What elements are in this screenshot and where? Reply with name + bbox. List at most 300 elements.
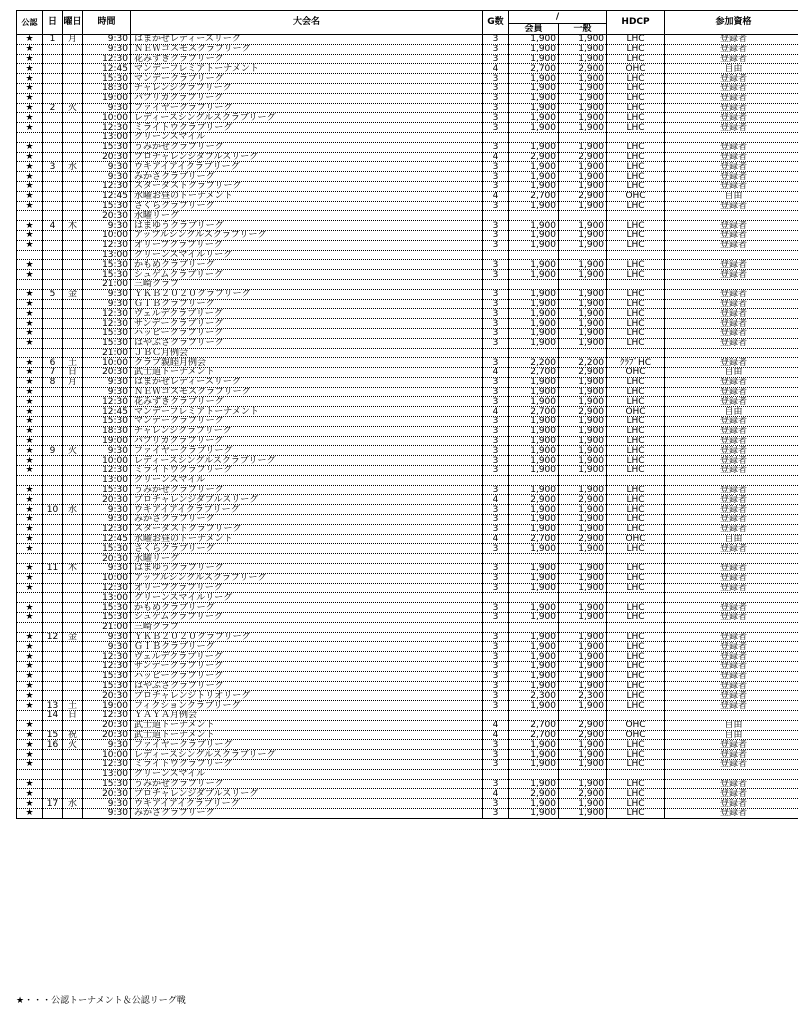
- day-cell: [43, 691, 63, 701]
- games-cell: [483, 475, 509, 485]
- weekday-cell: [63, 613, 83, 623]
- general-fee-cell: 1,900: [559, 662, 607, 672]
- hdcp-cell: LHC: [607, 289, 665, 299]
- general-fee-cell: [559, 622, 607, 632]
- day-cell: [43, 534, 63, 544]
- games-cell: 3: [483, 44, 509, 54]
- general-fee-cell: 1,900: [559, 387, 607, 397]
- general-fee-cell: 1,900: [559, 103, 607, 113]
- star-mark: ★: [17, 456, 43, 466]
- tournament-name-cell: グリーンスマイル: [131, 132, 483, 142]
- star-mark: ★: [17, 573, 43, 583]
- weekday-cell: [63, 279, 83, 289]
- star-mark: ★: [17, 485, 43, 495]
- weekday-cell: [63, 387, 83, 397]
- time-cell: 13:00: [83, 250, 131, 260]
- games-cell: 3: [483, 436, 509, 446]
- time-cell: 9:30: [83, 377, 131, 387]
- weekday-cell: 土: [63, 358, 83, 368]
- games-cell: 4: [483, 495, 509, 505]
- weekday-cell: 日: [63, 710, 83, 720]
- hdcp-cell: LHC: [607, 466, 665, 476]
- table-row: [17, 348, 798, 358]
- tournament-name-cell: ＹＫＢ２０２０クラブリーグ: [131, 632, 483, 642]
- tournament-name-cell: アップルシングルスクラブリーグ: [131, 573, 483, 583]
- table-row: [17, 387, 798, 397]
- hdcp-cell: LHC: [607, 54, 665, 64]
- member-fee-cell: [509, 348, 559, 358]
- star-mark: ★: [17, 377, 43, 387]
- tournament-name-cell: ＧＩＢクラブリーグ: [131, 299, 483, 309]
- member-fee-cell: 2,300: [509, 691, 559, 701]
- qualification-cell: [665, 622, 798, 632]
- tournament-name-cell: はまゆうクラブリーグ: [131, 221, 483, 231]
- star-mark: ★: [17, 603, 43, 613]
- games-cell: [483, 211, 509, 221]
- weekday-cell: [63, 250, 83, 260]
- games-cell: 3: [483, 417, 509, 427]
- star-mark: ★: [17, 495, 43, 505]
- day-cell: [43, 387, 63, 397]
- star-mark: ★: [17, 221, 43, 231]
- table-row: [17, 83, 798, 93]
- games-cell: 3: [483, 603, 509, 613]
- weekday-cell: [63, 691, 83, 701]
- general-fee-cell: 1,900: [559, 779, 607, 789]
- qualification-cell: 登録者: [665, 789, 798, 799]
- weekday-cell: [63, 54, 83, 64]
- time-cell: 12:45: [83, 191, 131, 201]
- tournament-name-cell: ＧＩＢクラブリーグ: [131, 642, 483, 652]
- tournament-name-cell: サンデークラブリーグ: [131, 319, 483, 329]
- star-mark: ★: [17, 113, 43, 123]
- qualification-cell: 登録者: [665, 377, 798, 387]
- general-fee-cell: 1,900: [559, 632, 607, 642]
- member-fee-cell: 1,900: [509, 573, 559, 583]
- qualification-cell: [665, 593, 798, 603]
- day-cell: 5: [43, 289, 63, 299]
- header-tournament-name: 大会名: [131, 11, 483, 35]
- star-mark: ★: [17, 319, 43, 329]
- time-cell: 20:30: [83, 368, 131, 378]
- qualification-cell: 登録者: [665, 123, 798, 133]
- games-cell: 3: [483, 759, 509, 769]
- time-cell: 15:30: [83, 338, 131, 348]
- weekday-cell: 月: [63, 35, 83, 45]
- day-cell: [43, 201, 63, 211]
- qualification-cell: 登録者: [665, 289, 798, 299]
- hdcp-cell: [607, 710, 665, 720]
- day-cell: [43, 613, 63, 623]
- games-cell: 3: [483, 338, 509, 348]
- weekday-cell: 水: [63, 162, 83, 172]
- member-fee-cell: 1,900: [509, 642, 559, 652]
- games-cell: 4: [483, 730, 509, 740]
- hdcp-cell: LHC: [607, 328, 665, 338]
- general-fee-cell: 2,900: [559, 64, 607, 74]
- member-fee-cell: 1,900: [509, 230, 559, 240]
- general-fee-cell: [559, 132, 607, 142]
- games-cell: 4: [483, 368, 509, 378]
- qualification-cell: 自由: [665, 720, 798, 730]
- time-cell: 9:30: [83, 103, 131, 113]
- hdcp-cell: [607, 593, 665, 603]
- general-fee-cell: 1,900: [559, 44, 607, 54]
- games-cell: 3: [483, 613, 509, 623]
- table-row: [17, 524, 798, 534]
- general-fee-cell: 1,900: [559, 221, 607, 231]
- weekday-cell: [63, 544, 83, 554]
- general-fee-cell: 1,900: [559, 740, 607, 750]
- time-cell: 21:00: [83, 348, 131, 358]
- tournament-name-cell: オリーブクラブリーグ: [131, 583, 483, 593]
- star-mark: ★: [17, 613, 43, 623]
- games-cell: 3: [483, 299, 509, 309]
- time-cell: 20:30: [83, 720, 131, 730]
- qualification-cell: 登録者: [665, 54, 798, 64]
- day-cell: [43, 74, 63, 84]
- star-mark: ★: [17, 740, 43, 750]
- table-row: [17, 632, 798, 642]
- table-row: [17, 710, 798, 720]
- tournament-name-cell: ＮＥＷコスモスクラブリーグ: [131, 44, 483, 54]
- table-row: [17, 515, 798, 525]
- table-row: [17, 181, 798, 191]
- weekday-cell: [63, 515, 83, 525]
- day-cell: 10: [43, 505, 63, 515]
- table-row: [17, 789, 798, 799]
- time-cell: 20:30: [83, 691, 131, 701]
- day-cell: [43, 436, 63, 446]
- time-cell: 15:30: [83, 603, 131, 613]
- qualification-cell: 登録者: [665, 103, 798, 113]
- table-row: [17, 74, 798, 84]
- general-fee-cell: 1,900: [559, 328, 607, 338]
- general-fee-cell: 1,900: [559, 230, 607, 240]
- hdcp-cell: LHC: [607, 201, 665, 211]
- tournament-name-cell: ミライトウクラブリーグ: [131, 759, 483, 769]
- member-fee-cell: 1,900: [509, 808, 559, 818]
- tournament-name-cell: グリーンスマイル: [131, 769, 483, 779]
- table-row: [17, 740, 798, 750]
- day-cell: [43, 240, 63, 250]
- table-row: [17, 103, 798, 113]
- games-cell: 3: [483, 35, 509, 45]
- star-mark: ★: [17, 142, 43, 152]
- time-cell: 20:30: [83, 789, 131, 799]
- weekday-cell: [63, 309, 83, 319]
- table-row: [17, 485, 798, 495]
- time-cell: 12:30: [83, 240, 131, 250]
- tournament-name-cell: グリーンスマイルリーグ: [131, 593, 483, 603]
- time-cell: 13:00: [83, 132, 131, 142]
- member-fee-cell: 2,700: [509, 407, 559, 417]
- time-cell: 15:30: [83, 681, 131, 691]
- weekday-cell: 火: [63, 446, 83, 456]
- general-fee-cell: 1,900: [559, 750, 607, 760]
- day-cell: [43, 456, 63, 466]
- qualification-cell: 登録者: [665, 436, 798, 446]
- time-cell: 12:30: [83, 123, 131, 133]
- games-cell: 3: [483, 642, 509, 652]
- table-row: [17, 436, 798, 446]
- time-cell: 10:00: [83, 230, 131, 240]
- tournament-name-cell: 水曜リーグ: [131, 554, 483, 564]
- star-mark: [17, 250, 43, 260]
- qualification-cell: 登録者: [665, 544, 798, 554]
- games-cell: 3: [483, 446, 509, 456]
- tournament-name-cell: 水曜リーグ: [131, 211, 483, 221]
- time-cell: 9:30: [83, 44, 131, 54]
- member-fee-cell: 1,900: [509, 319, 559, 329]
- weekday-cell: [63, 299, 83, 309]
- tournament-name-cell: マンデーフレミアトーナメント: [131, 64, 483, 74]
- weekday-cell: [63, 485, 83, 495]
- hdcp-cell: LHC: [607, 583, 665, 593]
- day-cell: 8: [43, 377, 63, 387]
- hdcp-cell: LHC: [607, 270, 665, 280]
- weekday-cell: [63, 573, 83, 583]
- time-cell: 10:00: [83, 358, 131, 368]
- star-mark: ★: [17, 779, 43, 789]
- weekday-cell: 木: [63, 564, 83, 574]
- star-mark: [17, 554, 43, 564]
- tournament-name-cell: ウキアイアイクラブリーグ: [131, 505, 483, 515]
- time-cell: 10:00: [83, 573, 131, 583]
- qualification-cell: 登録者: [665, 573, 798, 583]
- hdcp-cell: LHC: [607, 446, 665, 456]
- day-cell: 15: [43, 730, 63, 740]
- schedule-table: [16, 10, 798, 819]
- general-fee-cell: 1,900: [559, 603, 607, 613]
- tournament-name-cell: 水曜お昼のトーナメント: [131, 534, 483, 544]
- star-mark: ★: [17, 181, 43, 191]
- weekday-cell: 金: [63, 632, 83, 642]
- member-fee-cell: 1,900: [509, 603, 559, 613]
- tournament-name-cell: かもめクラブリーグ: [131, 603, 483, 613]
- star-mark: [17, 710, 43, 720]
- table-row: [17, 397, 798, 407]
- time-cell: 9:30: [83, 632, 131, 642]
- hdcp-cell: LHC: [607, 573, 665, 583]
- general-fee-cell: 1,900: [559, 123, 607, 133]
- qualification-cell: 登録者: [665, 759, 798, 769]
- star-mark: ★: [17, 652, 43, 662]
- qualification-cell: 登録者: [665, 466, 798, 476]
- weekday-cell: [63, 720, 83, 730]
- time-cell: 12:30: [83, 181, 131, 191]
- weekday-cell: [63, 211, 83, 221]
- table-row: [17, 368, 798, 378]
- weekday-cell: [63, 64, 83, 74]
- time-cell: 9:30: [83, 505, 131, 515]
- general-fee-cell: 1,900: [559, 642, 607, 652]
- time-cell: 12:30: [83, 759, 131, 769]
- star-mark: ★: [17, 632, 43, 642]
- day-cell: 6: [43, 358, 63, 368]
- star-mark: ★: [17, 74, 43, 84]
- day-cell: [43, 485, 63, 495]
- day-cell: [43, 544, 63, 554]
- member-fee-cell: [509, 211, 559, 221]
- table-header: [17, 11, 798, 35]
- qualification-cell: [665, 279, 798, 289]
- table-row: [17, 260, 798, 270]
- qualification-cell: 登録者: [665, 44, 798, 54]
- time-cell: 12:45: [83, 64, 131, 74]
- qualification-cell: [665, 250, 798, 260]
- games-cell: 3: [483, 750, 509, 760]
- games-cell: [483, 554, 509, 564]
- games-cell: 3: [483, 113, 509, 123]
- tournament-name-cell: ミライトウクラブリーグ: [131, 123, 483, 133]
- day-cell: [43, 681, 63, 691]
- games-cell: 4: [483, 407, 509, 417]
- table-row: [17, 534, 798, 544]
- time-cell: 15:30: [83, 74, 131, 84]
- general-fee-cell: [559, 475, 607, 485]
- weekday-cell: [63, 603, 83, 613]
- games-cell: 3: [483, 162, 509, 172]
- general-fee-cell: 1,900: [559, 181, 607, 191]
- general-fee-cell: 2,900: [559, 534, 607, 544]
- day-cell: [43, 652, 63, 662]
- tournament-name-cell: グリーンスマイル: [131, 475, 483, 485]
- table-row: [17, 544, 798, 554]
- weekday-cell: [63, 622, 83, 632]
- member-fee-cell: 1,900: [509, 583, 559, 593]
- games-cell: 3: [483, 74, 509, 84]
- member-fee-cell: 1,900: [509, 397, 559, 407]
- header-time: 時間: [83, 11, 131, 35]
- general-fee-cell: 1,900: [559, 485, 607, 495]
- table-row: [17, 622, 798, 632]
- weekday-cell: [63, 681, 83, 691]
- table-row: [17, 328, 798, 338]
- day-cell: [43, 54, 63, 64]
- hdcp-cell: LHC: [607, 544, 665, 554]
- time-cell: 13:00: [83, 769, 131, 779]
- general-fee-cell: [559, 554, 607, 564]
- qualification-cell: 自由: [665, 368, 798, 378]
- tournament-name-cell: アップルシングルスクラブリーグ: [131, 230, 483, 240]
- table-row: [17, 446, 798, 456]
- time-cell: 9:30: [83, 221, 131, 231]
- hdcp-cell: LHC: [607, 162, 665, 172]
- tournament-name-cell: マンデークラブリーグ: [131, 417, 483, 427]
- day-cell: [43, 113, 63, 123]
- table-row: [17, 221, 798, 231]
- day-cell: 12: [43, 632, 63, 642]
- table-row: [17, 309, 798, 319]
- table-row: [17, 779, 798, 789]
- time-cell: 20:30: [83, 495, 131, 505]
- hdcp-cell: LHC: [607, 152, 665, 162]
- day-cell: [43, 524, 63, 534]
- games-cell: 3: [483, 799, 509, 809]
- hdcp-cell: LHC: [607, 779, 665, 789]
- qualification-cell: 登録者: [665, 808, 798, 818]
- hdcp-cell: LHC: [607, 387, 665, 397]
- general-fee-cell: [559, 279, 607, 289]
- games-cell: 3: [483, 426, 509, 436]
- time-cell: 15:30: [83, 328, 131, 338]
- time-cell: 15:30: [83, 201, 131, 211]
- star-mark: [17, 593, 43, 603]
- games-cell: 3: [483, 671, 509, 681]
- games-cell: [483, 132, 509, 142]
- hdcp-cell: LHC: [607, 456, 665, 466]
- hdcp-cell: LHC: [607, 181, 665, 191]
- tournament-name-cell: はやぶさクラブリーグ: [131, 681, 483, 691]
- day-cell: [43, 250, 63, 260]
- table-row: [17, 799, 798, 809]
- hdcp-cell: LHC: [607, 505, 665, 515]
- general-fee-cell: 1,900: [559, 309, 607, 319]
- member-fee-cell: 1,900: [509, 466, 559, 476]
- hdcp-cell: LHC: [607, 44, 665, 54]
- tournament-name-cell: サンデークラブリーグ: [131, 662, 483, 672]
- weekday-cell: 月: [63, 377, 83, 387]
- table-row: [17, 319, 798, 329]
- tournament-name-cell: プロチャレンジダブルスリーグ: [131, 789, 483, 799]
- star-mark: ★: [17, 564, 43, 574]
- hdcp-cell: [607, 769, 665, 779]
- hdcp-cell: OHC: [607, 720, 665, 730]
- table-row: [17, 123, 798, 133]
- tournament-name-cell: プロチャレンジダブルスリーグ: [131, 495, 483, 505]
- table-row: [17, 152, 798, 162]
- games-cell: 3: [483, 319, 509, 329]
- day-cell: [43, 132, 63, 142]
- member-fee-cell: [509, 622, 559, 632]
- member-fee-cell: 1,900: [509, 779, 559, 789]
- star-mark: ★: [17, 270, 43, 280]
- time-cell: 10:00: [83, 456, 131, 466]
- time-cell: 9:30: [83, 808, 131, 818]
- tournament-name-cell: ヴェルデクラブリーグ: [131, 652, 483, 662]
- member-fee-cell: 1,900: [509, 505, 559, 515]
- tournament-name-cell: ウキアイアイクラブリーグ: [131, 162, 483, 172]
- table-row: [17, 456, 798, 466]
- star-mark: ★: [17, 240, 43, 250]
- star-mark: ★: [17, 299, 43, 309]
- time-cell: 12:30: [83, 652, 131, 662]
- day-cell: [43, 769, 63, 779]
- time-cell: 9:30: [83, 289, 131, 299]
- table-row: [17, 132, 798, 142]
- day-cell: [43, 671, 63, 681]
- weekday-cell: [63, 426, 83, 436]
- general-fee-cell: 2,900: [559, 789, 607, 799]
- general-fee-cell: 1,900: [559, 113, 607, 123]
- qualification-cell: 登録者: [665, 701, 798, 711]
- tournament-name-cell: マンデーフレミアトーナメント: [131, 407, 483, 417]
- day-cell: 13: [43, 701, 63, 711]
- tournament-name-cell: レディースシングルスクラブリーグ: [131, 456, 483, 466]
- table-row: [17, 759, 798, 769]
- hdcp-cell: LHC: [607, 397, 665, 407]
- weekday-cell: [63, 466, 83, 476]
- qualification-cell: 自由: [665, 191, 798, 201]
- day-cell: 7: [43, 368, 63, 378]
- star-mark: ★: [17, 789, 43, 799]
- qualification-cell: [665, 554, 798, 564]
- qualification-cell: 登録者: [665, 270, 798, 280]
- table-row: [17, 701, 798, 711]
- star-mark: ★: [17, 544, 43, 554]
- hdcp-cell: OHC: [607, 534, 665, 544]
